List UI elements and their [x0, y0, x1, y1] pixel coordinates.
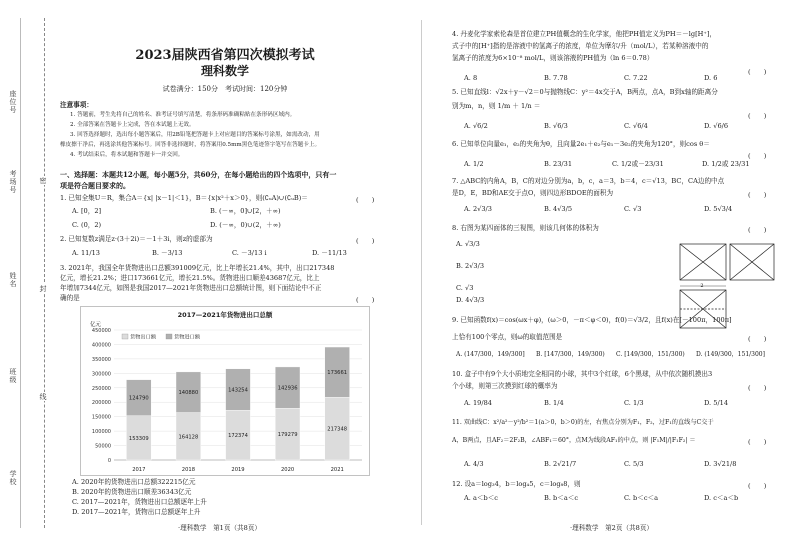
q8-option-d: D. 4√3/3 — [456, 296, 485, 304]
q9-line-1: 9. 已知函数f(x)＝cos(ωx＋φ)，(ω＞0，－π＜φ＜0)，f(0)＝√3/2，且f(x)在[－100π，100π] — [452, 316, 732, 324]
q2-option-c: C. －3/13 i — [232, 249, 267, 257]
seal-mark-feng: 封 — [39, 285, 47, 292]
y-tick-label: 0 — [107, 458, 111, 464]
q7-answer-paren: ( ) — [748, 191, 767, 199]
footer-page-2: ·理科数学 第2页（共8页） — [570, 524, 654, 532]
q1-option-c: C. (0，2) — [72, 221, 102, 229]
q11-line-2: A，B两点，且AF₂＝2F₂B，∠ABF₁＝60°，点M为线段AF₁的中点，则 |F₁M|/|F₁F₂| ＝ — [452, 437, 696, 444]
q9-option-b: B. [147/300，149/300) — [536, 351, 605, 358]
data-label: 140880 — [178, 390, 199, 397]
q11-option-b: B. 2√21/7 — [544, 460, 577, 468]
q1-answer-paren: ( ) — [356, 196, 375, 204]
q8-option-c: C. √3 — [456, 284, 474, 292]
q5-line-2: 别为m，n，则 1/m ＋ 1/n ＝ — [452, 102, 541, 110]
y-tick-label: 150000 — [91, 414, 111, 421]
right-column — [452, 0, 782, 543]
q12-option-c: C. b＜c＜a — [624, 494, 659, 502]
exam-room-label: 考场号 — [9, 170, 17, 194]
q4-answer-paren: ( ) — [748, 68, 767, 76]
legend-swatch — [122, 334, 128, 339]
section-heading: 一、选择题：本题共12小题，每小题5分，共60分，在每小题给出的四个选项中，只有一 — [60, 170, 337, 179]
q3-answer-paren: ( ) — [356, 296, 375, 304]
y-tick-label: 350000 — [91, 356, 111, 363]
q10-option-c: C. 1/3 — [624, 399, 644, 407]
q9-option-a: A. (147/300，149/300] — [456, 351, 525, 358]
q7-option-b: B. 4√3/5 — [544, 205, 573, 213]
q4-line-2: 式子中的[H⁺]指的是溶液中的氢离子的浓度，单位为摩尔/升（mol/L），若某种溶液中的 — [452, 42, 709, 50]
q10-option-b: B. 1/4 — [544, 399, 564, 407]
left-column — [60, 0, 390, 543]
exam-subject: 理科数学 — [200, 64, 249, 78]
q8-option-a: A. √3/3 — [456, 240, 480, 248]
q11-line-1: 11. 双曲线C：x²/a²－y²/b²＝1(a＞0，b＞0)的左，右焦点分别为F₁，F₂，过F₁的直线与C交于 — [452, 419, 714, 426]
q9-answer-paren: ( ) — [748, 335, 767, 343]
school-label: 学校 — [9, 470, 17, 486]
column-divider — [421, 20, 422, 525]
q5-line-1: 5. 已知直线l：√2x＋y－√2＝0与抛物线C：y²＝4x交于A，B两点，点A，B到x轴的距离分 — [452, 88, 718, 96]
margin-rule — [20, 18, 21, 528]
q4-line-3: 氢离子的浓度为6×10⁻⁸ mol/L，则该溶液的PH值为（ln 6＝0.78） — [452, 54, 654, 62]
note-2: 2. 全部答案在答题卡上完成，答在本试题上无效。 — [70, 122, 195, 128]
q3-option-d: D. 2017—2021年，货物出口总额逐年上升 — [72, 508, 201, 516]
q11-answer-paren: ( ) — [748, 438, 767, 446]
q4-option-b: B. 7.78 — [544, 74, 568, 82]
q10-option-a: A. 19/84 — [464, 399, 492, 407]
q8-option-b: B. 2√3/3 — [456, 262, 485, 270]
q7-option-c: C. √3 — [624, 205, 642, 213]
seal-mark-mi: 密 — [39, 177, 47, 184]
q12-option-a: A. a＜b＜c — [464, 494, 498, 502]
q12-stem: 12. 设a＝log₃4，b＝log₄5，c＝log₈8，则 — [452, 480, 581, 488]
q2-answer-paren: ( ) — [356, 237, 375, 245]
seal-mark-xian: 线 — [39, 393, 47, 400]
q2-option-a: A. 11/13 — [72, 249, 100, 257]
y-tick-label: 250000 — [91, 385, 111, 392]
q3-line-3: 年增加7344亿元，如图是我国2017—2021年货物进出口总额统计图，则下面结论中不正 — [60, 284, 322, 292]
class-label: 班级 — [9, 368, 17, 384]
data-label: 173661 — [327, 370, 348, 377]
q3-line-2: 亿元，增长21.2%；进口173661亿元，增长21.5%。货物进出口顺差43687亿元，比上 — [60, 274, 320, 282]
data-label: 142936 — [277, 385, 298, 392]
q5-option-b: B. √6/3 — [544, 122, 568, 130]
data-label: 164128 — [178, 434, 199, 441]
q6-option-b: B. 23/31 — [544, 160, 573, 168]
q9-option-c: C. [149/300，151/300) — [616, 351, 685, 358]
y-tick-label: 100000 — [91, 429, 111, 436]
q7-line-1: 7. △ABC的内角A，B，C的对边分别为a，b，c，a＝3，b＝4，c＝√13，BC，CA边的中点 — [452, 177, 725, 185]
legend-swatch — [166, 334, 172, 339]
q3-line-4: 确的是 — [60, 294, 80, 302]
exam-meta: 试卷满分：150分 考试时间：120分钟 — [162, 85, 288, 93]
q5-option-a: A. √6/2 — [464, 122, 488, 130]
q5-answer-paren: ( ) — [748, 112, 767, 120]
seat-number-label: 座位号 — [9, 90, 17, 114]
dimension-label: 2 — [700, 283, 704, 289]
x-tick-label: 2020 — [280, 467, 295, 473]
q4-option-a: A. 8 — [464, 74, 478, 82]
q1-option-d: D. (－∞，0)∪(2，＋∞) — [210, 221, 281, 229]
q7-option-d: D. 5√3/4 — [704, 205, 733, 213]
legend-entry: 货物出口额 — [130, 334, 156, 341]
q12-option-d: D. c＜a＜b — [704, 494, 739, 502]
x-tick-label: 2019 — [231, 467, 245, 473]
legend-entry: 货物进口额 — [174, 334, 200, 341]
q8-stem: 8. 右图为某四面体的三视图，则该几何体的体积为 — [452, 224, 599, 232]
q3-option-a: A. 2020年的货物进出口总额322215亿元 — [72, 478, 196, 486]
y-tick-label: 450000 — [91, 328, 111, 334]
q3-option-c: C. 2017—2021年，货物进出口总额逐年上升 — [72, 498, 207, 506]
q5-option-d: D. √6/6 — [704, 122, 729, 130]
q11-option-d: D. 3√21/8 — [704, 460, 737, 468]
q4-option-c: C. 7.22 — [624, 74, 648, 82]
q9-option-d: D. (149/300，151/300] — [696, 351, 765, 358]
note-3: 3. 回答选择题时，选出每小题答案后，用2B铅笔把答题卡上对应题目的答案标号涂黑，如需改动，用 — [70, 132, 320, 138]
q3-line-1: 3. 2021年，我国全年货物进出口总额391009亿元，比上年增长21.4%，其中，出口217348 — [60, 264, 335, 272]
x-tick-label: 2021 — [330, 467, 344, 473]
exam-title: 2023届陕西省第四次模拟考试 — [135, 48, 315, 63]
q10-answer-paren: ( ) — [748, 384, 767, 392]
data-label: 179279 — [277, 432, 298, 439]
q6-option-a: A. 1/2 — [464, 160, 484, 168]
q2-stem: 2. 已知复数z满足z·(3＋2i)＝－1＋3i，则z的虚部为 — [60, 235, 213, 243]
q3-option-b: B. 2020年的货物进出口顺差36343亿元 — [72, 488, 192, 496]
y-axis-label: 亿元 — [90, 322, 102, 328]
q7-option-a: A. 2√3/3 — [464, 205, 492, 213]
q1-option-a: A. [0，2] — [72, 207, 102, 215]
data-label: 124790 — [128, 395, 149, 402]
q6-option-d: D. 1/2或 23/31 — [702, 160, 750, 168]
q12-answer-paren: ( ) — [748, 482, 767, 490]
note-4: 4. 考试结束后，将本试题和答题卡一并交回。 — [70, 152, 184, 158]
q12-option-b: B. b＜a＜c — [544, 494, 579, 502]
seal-line — [44, 18, 45, 528]
x-tick-label: 2017 — [132, 467, 146, 473]
name-label: 姓名 — [9, 272, 17, 288]
data-label: 143254 — [228, 387, 248, 394]
note-3-cont: 橡皮擦干净后，再选涂其他答案标号。回答非选择题时，将答案用0.5mm黑色笔迹签字笔写在答题卡上。 — [60, 142, 321, 148]
q6-answer-paren: ( ) — [748, 152, 767, 160]
q8-answer-paren: ( ) — [748, 226, 767, 234]
q10-line-2: 个小球，则第三次摸到红球的概率为 — [452, 382, 558, 390]
section-heading-cont: 项是符合题目要求的。 — [60, 181, 130, 190]
q1-option-b: B. (－∞，0]∪[2，＋∞) — [210, 207, 281, 215]
q2-option-b: B. －3/13 — [152, 249, 183, 257]
q4-option-d: D. 6 — [704, 74, 718, 82]
q2-option-d: D. －11/13 — [312, 249, 347, 257]
q10-option-d: D. 5/14 — [704, 399, 729, 407]
y-tick-label: 300000 — [91, 371, 111, 378]
q4-line-1: 4. 丹麦化学家索伦森是首位建立PH值概念的生化学家，他把PH值定义为PH＝－lg[H⁺]， — [452, 30, 717, 38]
q3-bar-chart — [80, 306, 370, 476]
data-label: 153309 — [128, 435, 149, 442]
x-tick-label: 2018 — [181, 467, 196, 473]
q11-option-a: A. 4/3 — [464, 460, 484, 468]
q1-stem: 1. 已知全集U＝R，集合A＝{x| |x－1|＜1}，B＝{x|x²＋x＞0}，则(∁ᵤA)∪(∁ᵤB)＝ — [60, 194, 308, 202]
y-tick-label: 50000 — [95, 443, 111, 450]
y-tick-label: 200000 — [91, 400, 111, 407]
q11-option-c: C. 5/3 — [624, 460, 644, 468]
q9-line-2: 上恰有100个零点，则ω的取值范围是 — [452, 333, 563, 341]
data-label: 172374 — [228, 433, 248, 440]
notes-heading: 注意事项： — [60, 101, 93, 109]
binding-margin — [0, 0, 56, 543]
note-1: 1. 答题前，考生先将自己的姓名、准考证号填写清楚，将条形码准确粘贴在条形码区域内。 — [70, 112, 296, 118]
q6-option-c: C. 1/2或－23/31 — [612, 160, 664, 168]
q6-stem: 6. 已知单位向量e₁，e₂的夹角为θ，且向量2e₁＋e₂与e₁－3e₂的夹角为120°，则cos θ＝ — [452, 140, 710, 148]
chart-title: 2017—2021年货物进出口总额 — [177, 311, 273, 319]
q7-line-2: 是D，E，BD和AE交于点O，则四边形BDOE的面积为 — [452, 189, 614, 197]
q10-line-1: 10. 盒子中有9个大小质地完全相同的小球，其中3个红球，6个黑球，从中依次随机摸出3 — [452, 370, 713, 378]
footer-page-1: ·理科数学 第1页（共8页） — [178, 524, 262, 532]
q5-option-c: C. √6/4 — [624, 122, 648, 130]
data-label: 217348 — [327, 426, 348, 433]
y-tick-label: 400000 — [91, 342, 111, 349]
